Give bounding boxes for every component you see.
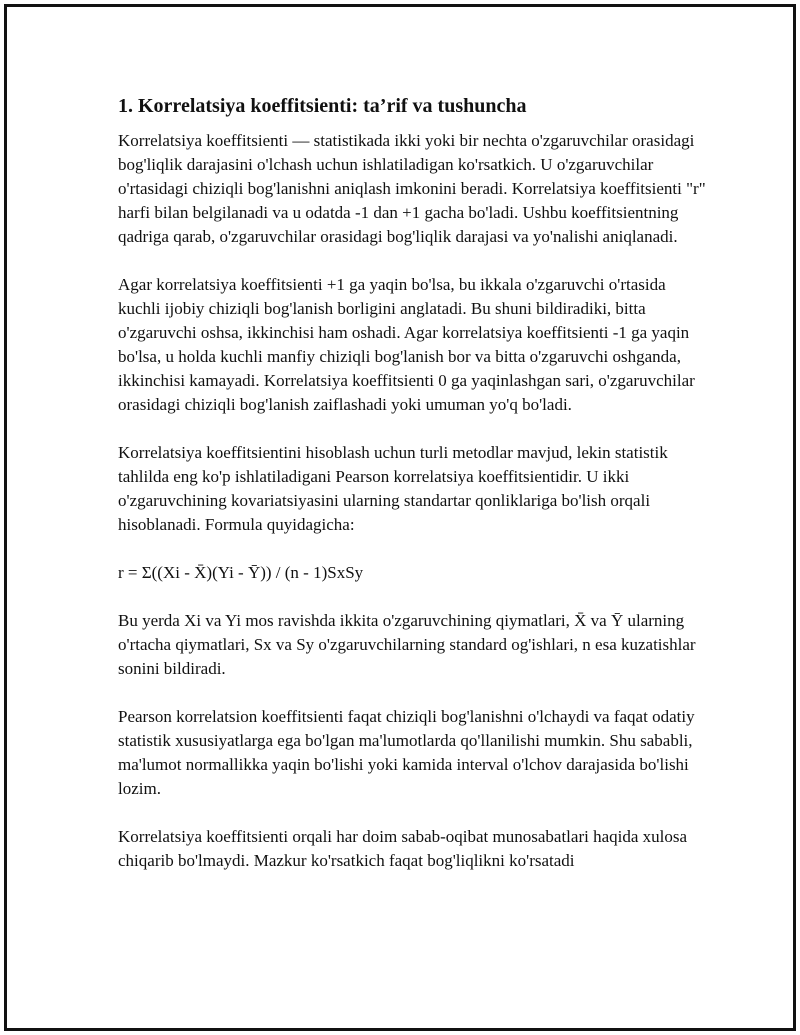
paragraph-definition: Korrelatsiya koeffitsienti — statistikada ikki yoki bir nechta o'zgaruvchilar orasidagi bog'liqlik darajasini o'lchash uchun ishlatiladigan ko'rsatkich. U o'zgaruvchilar o'rtasidagi chiziqli bog'lanishni aniqlash imkonini beradi. Korrelatsiya koeffitsienti "r" harfi bilan belgilanadi va u odatda -1 dan +1 gacha bo'ladi. Ushbu koeffitsientning qadriga qarab, o'zgaruvchilar orasidagi bog'liqlik darajasi va yo'nalishi aniqlanadi.: [118, 131, 706, 246]
paragraph-formula-explanation: Bu yerda Xi va Yi mos ravishda ikkita o'zgaruvchining qiymatlari, X̄ va Ȳ ularning o'rtacha qiymatlari, Sx va Sy o'zgaruvchilarning standard og'ishlari, n esa kuzatishlar sonini bildiradi.: [118, 611, 696, 678]
paragraph-interpretation: Agar korrelatsiya koeffitsienti +1 ga yaqin bo'lsa, bu ikkala o'zgaruvchi o'rtasida kuchli ijobiy chiziqli bog'lanish borligini anglatadi. Bu shuni bildiradiki, bitta o'zgaruvchi oshsa, ikkinchisi ham oshadi. Agar korrelatsiya koeffitsienti -1 ga yaqin bo'lsa, u holda kuchli manfiy chiziqli bog'lanish bor va bitta o'zgaruvchi oshganda, ikkinchisi kamayadi. Korrelatsiya koeffitsienti 0 ga yaqinlashgan sari, o'zgaruvchilar orasidagi chiziqli bog'lanish zaiflashadi yoki umuman yo'q bo'ladi.: [118, 275, 695, 414]
paragraph-pearson-limitations: Pearson korrelatsion koeffitsienti faqat chiziqli bog'lanishni o'lchaydi va faqat odatiy statistik xususiyatlarga ega bo'lgan ma'lumotlarda qo'llanilishi mumkin. Shu sababli, ma'lumot normallikka yaqin bo'lishi yoki kamida interval o'lchov darajasida bo'lishi lozim.: [118, 707, 695, 798]
paragraph-calculation-methods: Korrelatsiya koeffitsientini hisoblash uchun turli metodlar mavjud, lekin statistik tahlilda eng ko'p ishlatiladigani Pearson korrelatsiya koeffitsientidir. U ikki o'zgaruvchining kovariatsiyasini ularning standartar qonliklariga bo'lish orqali hisoblanadi. Formula quyidagicha:: [118, 443, 668, 534]
section-heading: 1. Korrelatsiya koeffitsienti: ta’rif va tushuncha: [118, 95, 527, 117]
paragraph-causation: Korrelatsiya koeffitsienti orqali har doim sabab-oqibat munosabatlari haqida xulosa chiqarib bo'lmaydi. Mazkur ko'rsatkich faqat bog'liqlikni ko'rsatadi: [118, 827, 688, 870]
document-body: [118, 93, 708, 897]
formula: r = Σ((Xi - X̄)(Yi - Ȳ)) / (n - 1)SxSy: [118, 563, 364, 582]
